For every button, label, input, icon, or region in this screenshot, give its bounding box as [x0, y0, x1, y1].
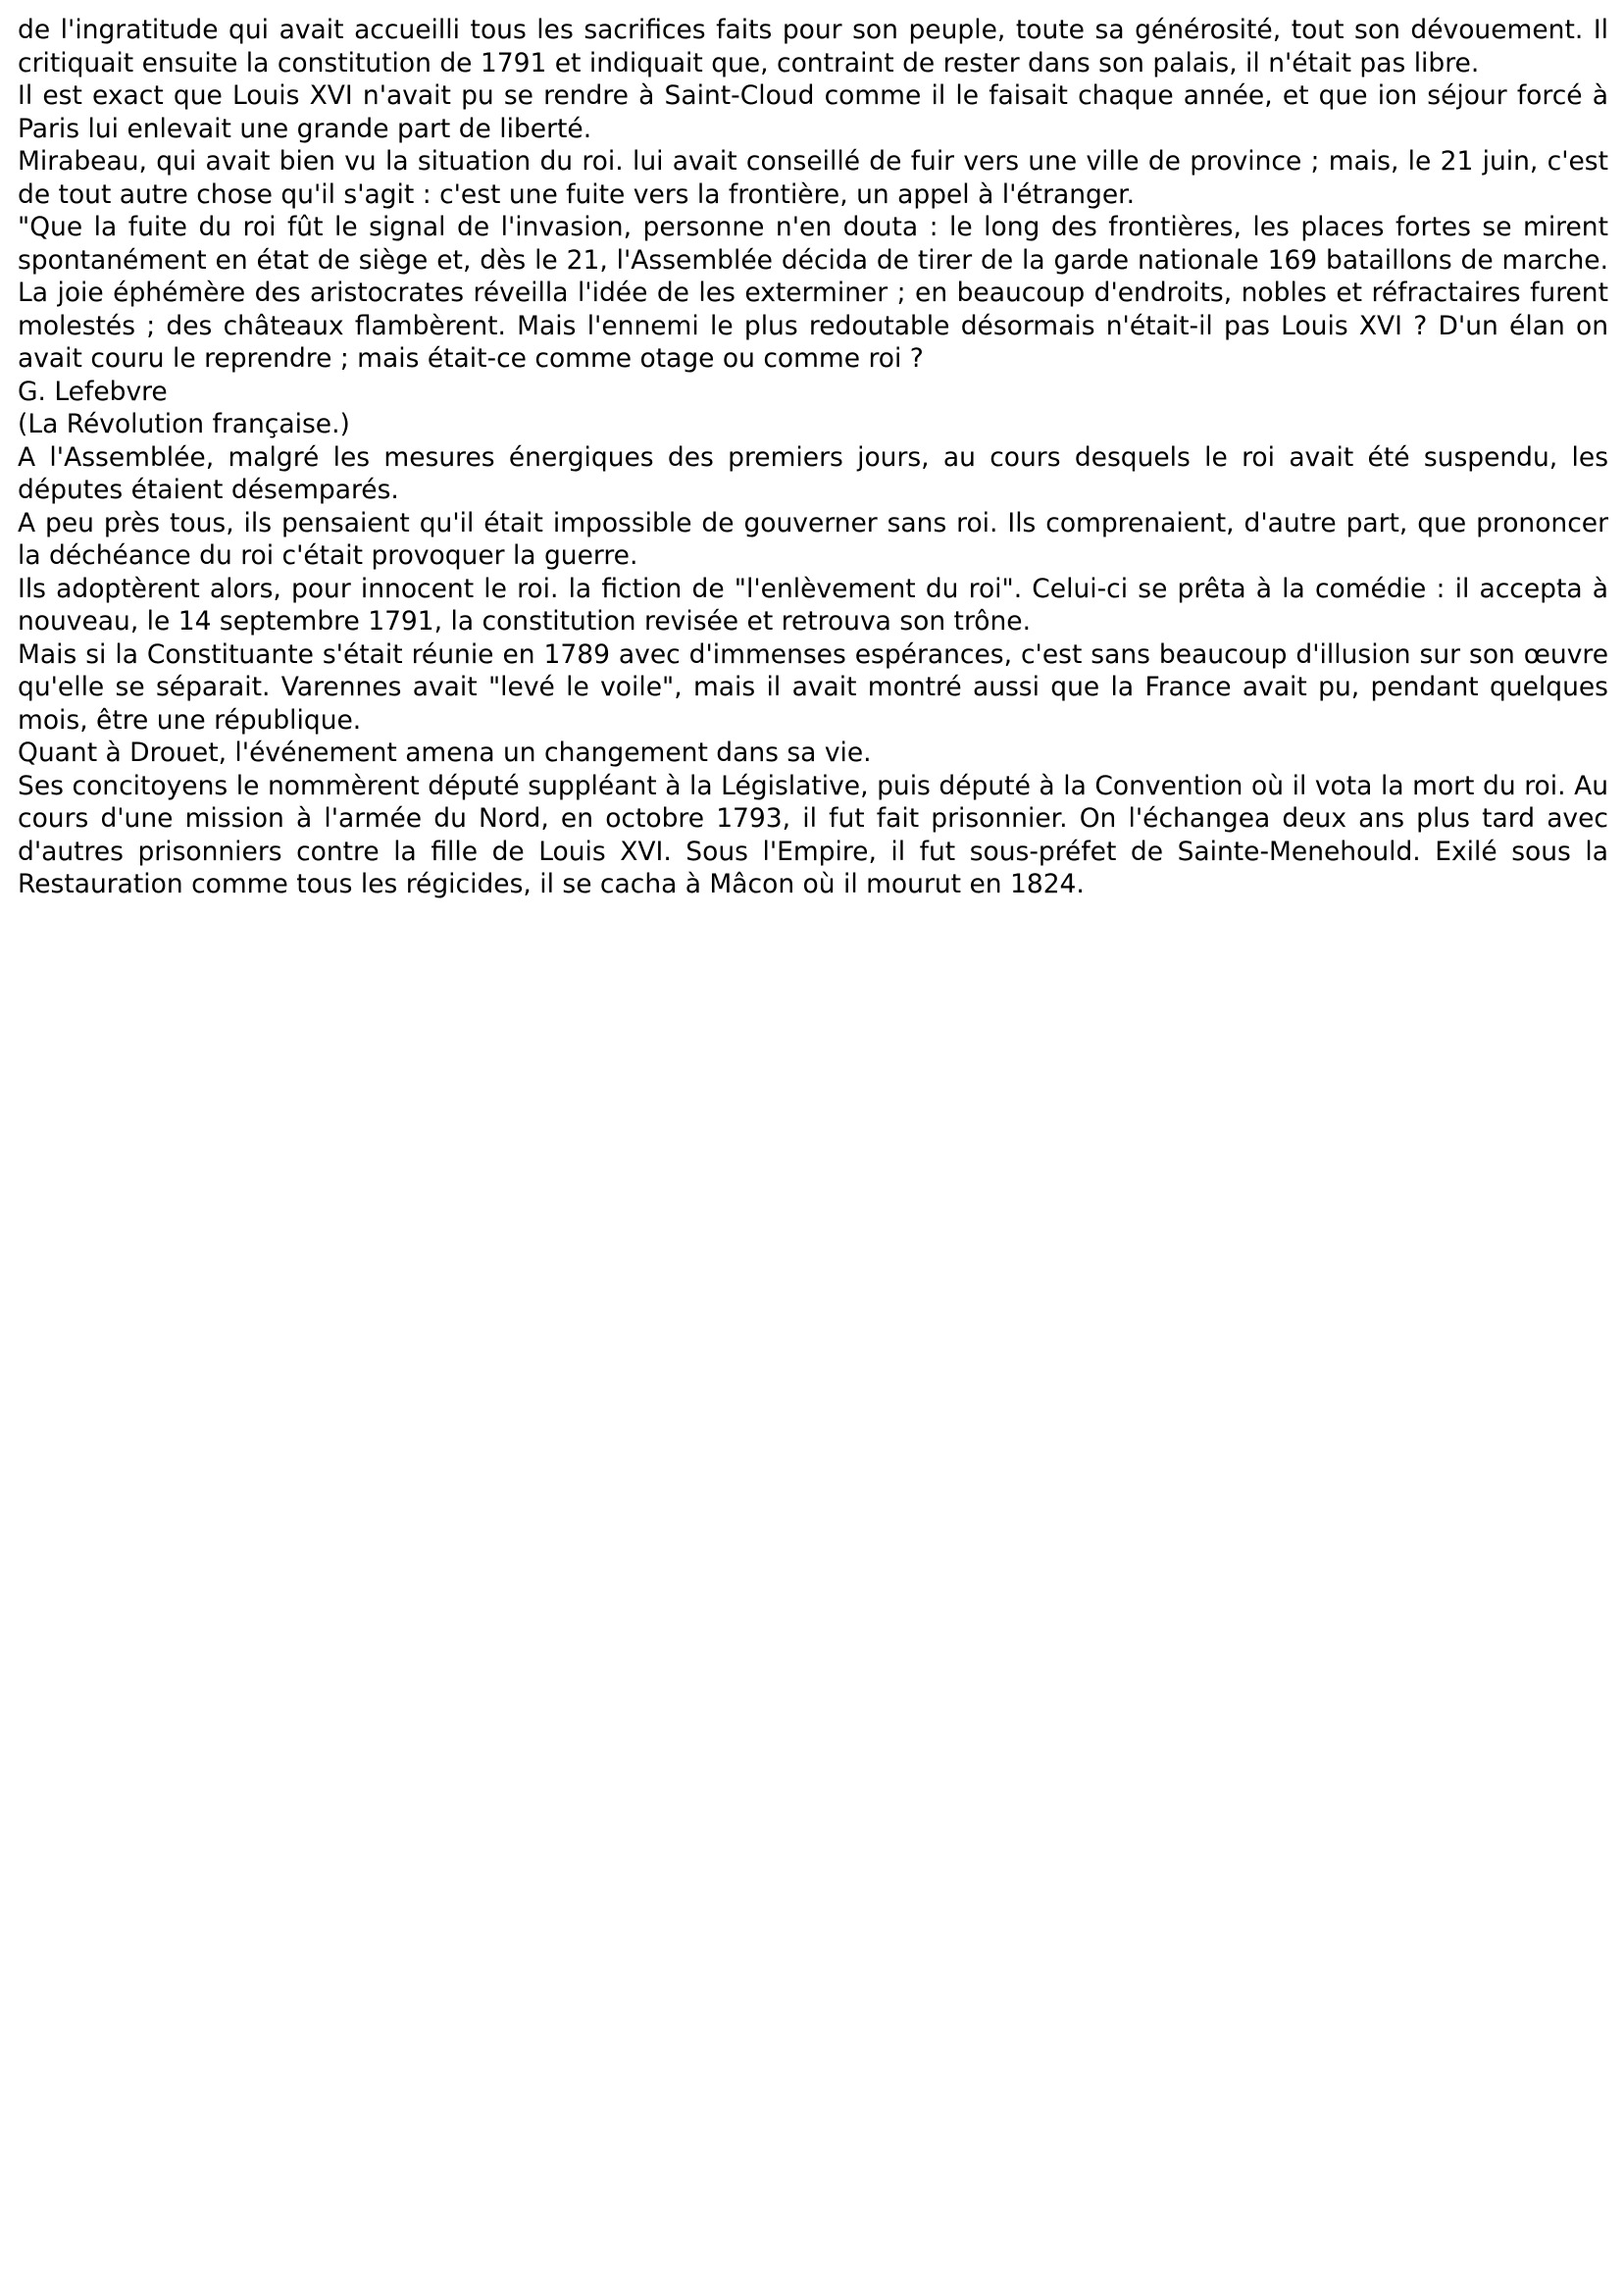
paragraph-ingratitude: de l'ingratitude qui avait accueilli tous les sacrifices faits pour son peuple, toute sa générosité, tout son dévouement. Il critiquait ensuite la constitution de 1791 et indiquait que, contraint de rester dans son palais, il n'était pas libre. — [18, 15, 1608, 78]
paragraph-constituante: Mais si la Constituante s'était réunie en 1789 avec d'immenses espérances, c'est sans beaucoup d'illusion sur son œuvre qu'elle se séparait. Varennes avait "levé le voile", mais il avait montré aussi que la France avait pu, pendant quelques mois, être une république. — [18, 638, 1608, 736]
paragraph-concitoyens: Ses concitoyens le nommèrent député suppléant à la Législative, puis député à la Convention où il vota la mort du roi. Au cours d'une mission à l'armée du Nord, en octobre 1793, il fut fait prisonnier. On l'échangea deux ans plus tard avec d'autres prisonniers contre la fille de Louis XVI. Sous l'Empire, il fut sous-préfet de Sainte-Menehould. Exilé sous la Restauration comme tous les régicides, il se cacha à Mâcon où il mourut en 1824. — [18, 770, 1608, 899]
paragraph-quote-lefebvre: "Que la fuite du roi fût le signal de l'invasion, personne n'en douta : le long des frontières, les places fortes se mirent spontanément en état de siège et, dès le 21, l'Assemblée décida de tirer de la garde nationale 169 bataillons de marche. La joie éphémère des aristocrates réveilla l'idée de les exterminer ; en beaucoup d'endroits, nobles et réfractaires furent molestés ; des châteaux flambèrent. Mais l'ennemi le plus redoutable désormais n'était-il pas Louis XVI ? D'un élan on avait couru le reprendre ; mais était-ce comme otage ou comme roi ? — [18, 212, 1608, 374]
paragraph-gouverner: A peu près tous, ils pensaient qu'il était impossible de gouverner sans roi. Ils comprenaient, d'autre part, que prononcer la déchéance du roi c'était provoquer la guerre. — [18, 507, 1608, 571]
paragraph-assemblee: A l'Assemblée, malgré les mesures énergiques des premiers jours, au cours desquels le roi avait été suspendu, les députes étaient désemparés. — [18, 441, 1608, 505]
paragraph-enlevement: Ils adoptèrent alors, pour innocent le roi. la fiction de "l'enlèvement du roi". Celui-ci se prêta à la comédie : il accepta à nouveau, le 14 septembre 1791, la constitution revisée et retrouva son trône. — [18, 573, 1608, 637]
quote-author: G. Lefebvre — [18, 376, 168, 407]
paragraph-saint-cloud: Il est exact que Louis XVI n'avait pu se rendre à Saint-Cloud comme il le faisait chaque année, et que ion séjour forcé à Paris lui enlevait une grande part de liberté. — [18, 80, 1608, 144]
document-page — [18, 14, 1608, 901]
paragraph-mirabeau: Mirabeau, qui avait bien vu la situation du roi. lui avait conseillé de fuir vers une ville de province ; mais, le 21 juin, c'est de tout autre chose qu'il s'agit : c'est une fuite vers la frontière, un appel à l'étranger. — [18, 146, 1608, 210]
paragraph-drouet: Quant à Drouet, l'événement amena un changement dans sa vie. — [18, 738, 872, 768]
quote-source: (La Révolution française.) — [18, 409, 350, 439]
